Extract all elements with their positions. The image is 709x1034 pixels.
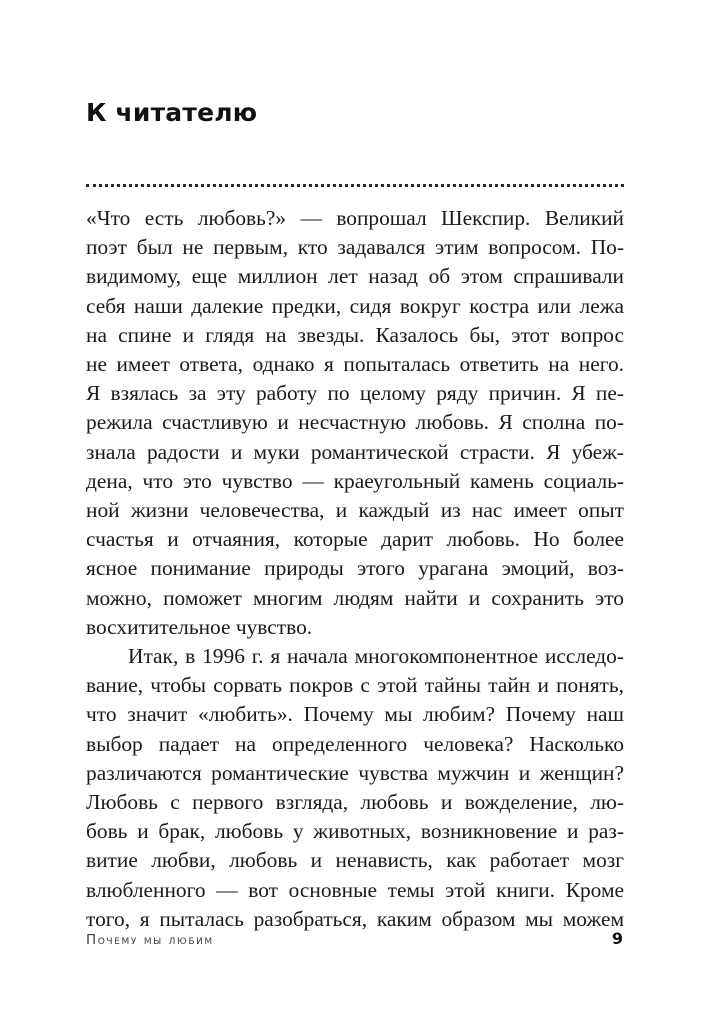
- dotted-divider: [86, 184, 624, 187]
- text-line: счастья и отчаяния, которые дарит любовь. Но более: [86, 527, 624, 552]
- text-line: вание, чтобы сорвать покров с этой тайны тайн и понять,: [86, 673, 624, 698]
- text-line: не имеет ответа, однако я попыталась ответить на него.: [86, 352, 624, 377]
- text-line: влюбленного — вот основные темы этой книги. Кроме: [86, 877, 624, 902]
- page-number: 9: [611, 929, 623, 948]
- text-line: Любовь с первого взгляда, любовь и вожделение, лю-: [86, 790, 624, 815]
- text-line: знала радости и муки романтической страсти. Я убеж-: [86, 439, 624, 464]
- running-title: Почему мы любим: [86, 932, 214, 948]
- text-line: себя наши далекие предки, сидя вокруг костра или лежа: [86, 293, 624, 318]
- text-line: витие любви, любовь и ненависть, как работает мозг: [86, 848, 624, 873]
- text-line: что значит «любить». Почему мы любим? Почему наш: [86, 702, 624, 727]
- text-line: можно, поможет многим людям найти и сохранить это: [86, 585, 624, 610]
- text-line: Итак, в 1996 г. я начала многокомпонентное исследо-: [128, 644, 624, 669]
- text-line: бовь и брак, любовь у животных, возникновение и раз-: [86, 819, 624, 844]
- body-text: [86, 204, 624, 934]
- text-line: дена, что это чувство — краеугольный камень социаль-: [86, 468, 624, 493]
- text-line: видимому, еще миллион лет назад об этом спрашивали: [86, 264, 624, 289]
- text-line: поэт был не первым, кто задавался этим вопросом. По-: [86, 235, 624, 260]
- text-line: того, я пыталась разобраться, каким образом мы можем: [86, 906, 624, 931]
- text-line: ной жизни человечества, и каждый из нас имеет опыт: [86, 498, 624, 523]
- text-line: различаются романтические чувства мужчин и женщин?: [86, 760, 624, 785]
- text-line: режила счастливую и несчастную любовь. Я сполна по-: [86, 410, 624, 435]
- text-line: восхитительное чувство.: [86, 614, 313, 639]
- text-line: ясное понимание природы этого урагана эмоций, воз-: [86, 556, 624, 581]
- text-line: на спине и глядя на звезды. Казалось бы, этот вопрос: [86, 322, 624, 347]
- text-line: выбор падает на определенного человека? Насколько: [86, 731, 624, 756]
- text-line: Я взялась за эту работу по целому ряду причин. Я пе-: [86, 381, 624, 406]
- chapter-title: К читателю: [86, 98, 258, 127]
- text-line: «Что есть любовь?» — вопрошал Шекспир. Великий: [86, 206, 624, 230]
